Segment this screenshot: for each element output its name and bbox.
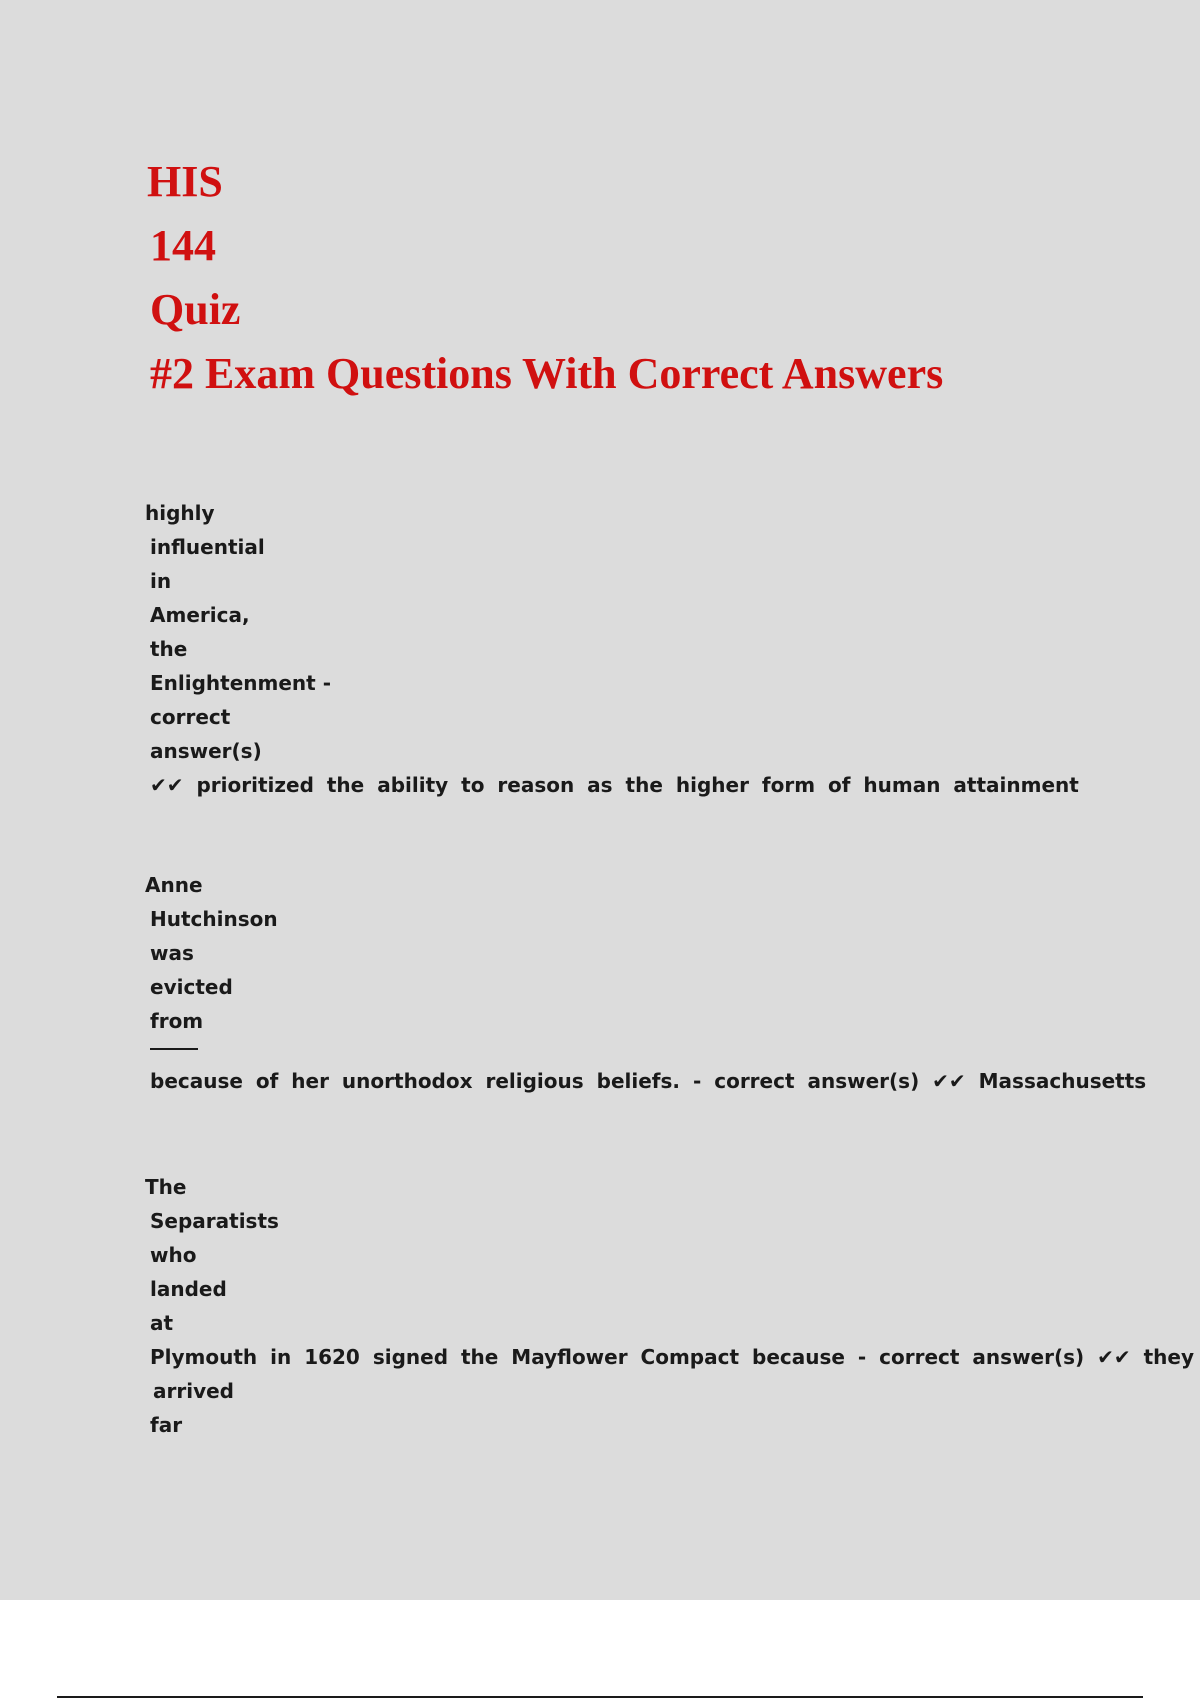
title-line-1: HIS — [147, 157, 223, 206]
question-1-word: in — [150, 569, 172, 593]
question-2-word: was — [150, 941, 194, 965]
question-2-answer-line: because of her unorthodox religious beliefs. - correct answer(s) ✔✔ Massachusetts — [150, 1069, 1147, 1093]
question-1-word: the — [150, 637, 188, 661]
question-3-word: far — [150, 1413, 183, 1437]
title-line-4: #2 Exam Questions With Correct Answers — [150, 349, 944, 398]
question-block-3 — [145, 1170, 1195, 1442]
question-1-word: America, — [150, 603, 250, 627]
answer-1: ✔✔ prioritized the ability to reason as the higher form of human attainment — [150, 773, 1079, 797]
question-2-word: Hutchinson — [150, 907, 278, 931]
question-block-2 — [145, 868, 1145, 1098]
title-line-3: Quiz — [150, 285, 241, 334]
title-line-2: 144 — [150, 221, 216, 270]
footer-divider — [57, 1696, 1143, 1698]
question-2-word: evicted — [150, 975, 233, 999]
document-title — [147, 150, 1147, 406]
question-1-word: influential — [150, 535, 265, 559]
question-3-word: landed — [150, 1277, 227, 1301]
question-2-word: Anne — [145, 873, 203, 897]
question-1-word: highly — [145, 501, 215, 525]
question-1-word: correct — [150, 705, 231, 729]
question-3-word: The — [145, 1175, 187, 1199]
question-3-word: at — [150, 1311, 174, 1335]
question-3-word: who — [150, 1243, 197, 1267]
question-1-word: Enlightenment - — [150, 671, 331, 695]
question-2-word: from — [150, 1009, 204, 1033]
question-block-1 — [145, 496, 1145, 802]
question-3-answer-line: Plymouth in 1620 signed the Mayflower Compact because - correct answer(s) ✔✔ they — [150, 1345, 1195, 1369]
question-3-word: Separatists — [150, 1209, 279, 1233]
question-1-word: answer(s) — [150, 739, 262, 763]
question-3-word: arrived — [153, 1379, 234, 1403]
fill-in-blank-line — [150, 1048, 198, 1050]
